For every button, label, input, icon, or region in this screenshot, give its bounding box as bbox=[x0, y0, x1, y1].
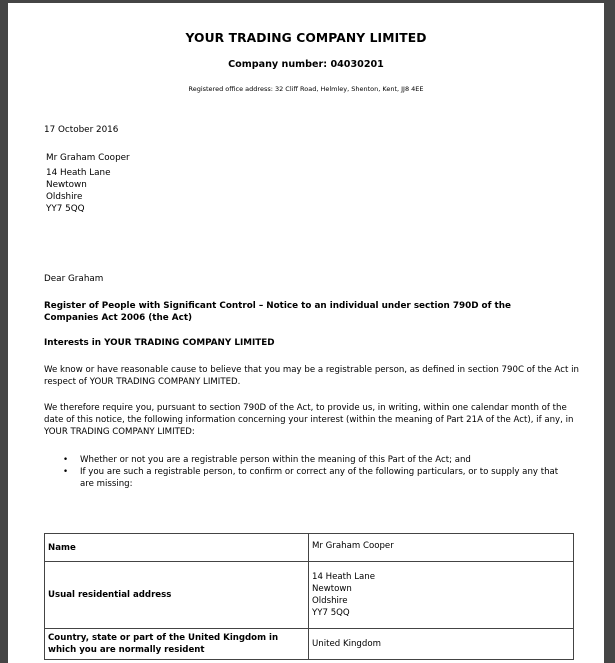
interests-heading: Interests in YOUR TRADING COMPANY LIMITED bbox=[44, 338, 275, 348]
requirements-list bbox=[44, 454, 564, 490]
subject-line-1: Register of People with Significant Control – Notice to an individual under section 790D of the bbox=[44, 301, 511, 311]
list-item-text: Whether or not you are a registrable person within the meaning of this Part of the Act; and bbox=[80, 455, 471, 465]
row-value bbox=[309, 629, 574, 660]
table-row bbox=[45, 562, 574, 629]
row-label: Name bbox=[45, 534, 309, 562]
paragraph-registrable-person: We know or have reasonable cause to believe that you may be a registrable person, as defined in section 790C of the Act in respect of YOUR TRADING COMPANY LIMITED. bbox=[44, 365, 579, 387]
particulars-table bbox=[44, 533, 574, 660]
value-line: Newtown bbox=[312, 584, 352, 594]
value-line: Oldshire bbox=[312, 596, 348, 606]
document-page bbox=[8, 3, 604, 663]
row-value bbox=[309, 562, 574, 629]
subject-line-2: Companies Act 2006 (the Act) bbox=[44, 313, 193, 323]
recipient-address-line: 14 Heath Lane bbox=[46, 168, 111, 178]
list-item bbox=[44, 466, 564, 490]
list-item bbox=[44, 454, 564, 466]
recipient-address-line: Oldshire bbox=[46, 192, 83, 202]
table-row bbox=[45, 534, 574, 562]
company-name-heading: YOUR TRADING COMPANY LIMITED bbox=[185, 31, 427, 45]
value-line: 14 Heath Lane bbox=[312, 572, 376, 582]
letter-date: 17 October 2016 bbox=[44, 125, 119, 135]
paragraph-requirement: We therefore require you, pursuant to section 790D of the Act, to provide us, in writing, within one calendar month of the date of this notice, the following information concerning your interest (within the meaning of Part 21A of the Act), if any, in YOUR TRADING COMPANY LIMITED: bbox=[44, 403, 574, 437]
recipient-address bbox=[46, 167, 111, 215]
recipient-name: Mr Graham Cooper bbox=[46, 153, 130, 163]
value-line: United Kingdom bbox=[312, 639, 381, 649]
registered-office-address: Registered office address: 32 Cliff Road, Helmley, Shenton, Kent, JJ8 4EE bbox=[188, 85, 424, 93]
value-line: Mr Graham Cooper bbox=[312, 541, 394, 551]
row-label: Country, state or part of the United Kingdom in which you are normally resident bbox=[45, 629, 309, 660]
recipient-address-line: YY7 5QQ bbox=[46, 204, 85, 214]
bullet-icon: • bbox=[63, 467, 69, 477]
row-label: Usual residential address bbox=[45, 562, 309, 629]
company-number: Company number: 04030201 bbox=[228, 59, 384, 70]
table-row bbox=[45, 629, 574, 660]
row-value bbox=[309, 534, 574, 562]
salutation: Dear Graham bbox=[44, 274, 104, 284]
bullet-icon: • bbox=[63, 455, 69, 465]
value-line: YY7 5QQ bbox=[312, 608, 350, 618]
recipient-address-line: Newtown bbox=[46, 180, 87, 190]
list-item-text: If you are such a registrable person, to confirm or correct any of the following particulars, or to supply any that are missing: bbox=[80, 467, 559, 489]
